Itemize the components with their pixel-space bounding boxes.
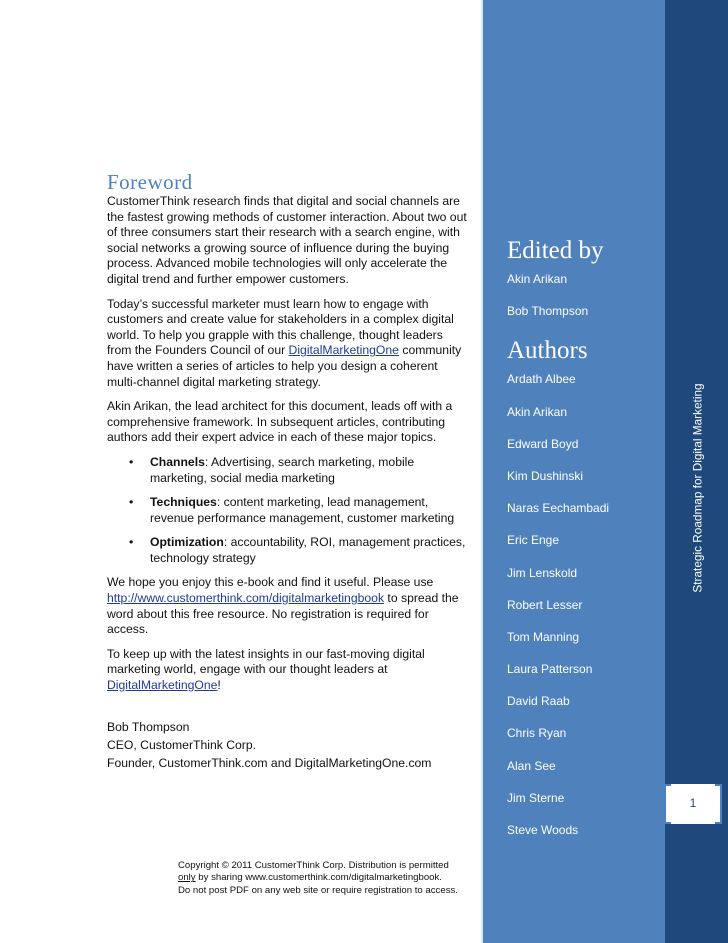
foreword-heading: Foreword bbox=[107, 170, 193, 194]
author-name: Edward Boyd bbox=[507, 436, 579, 451]
copyright-notice: Copyright © 2011 CustomerThink Corp. Distribution is permitted only by sharing www.customerthink.com/digitalmarketingbook. Do not post PDF on any web site or require registration to access. bbox=[178, 860, 458, 896]
editor-name: Akin Arikan bbox=[507, 272, 568, 286]
digitalmarketingone-link[interactable]: DigitalMarketingOne bbox=[288, 343, 399, 358]
author-list bbox=[507, 372, 657, 837]
foreword-paragraph-1: CustomerThink research finds that digital and social channels are the fastest growing methods of customer interaction. About two out of three consumers start their research with a search engine, with social networks a growing source of influence during the buying process. Advanced mobile technologies will only accelerate the digital trend and further empower customers. bbox=[107, 194, 467, 286]
edited-by-heading: Edited by bbox=[507, 237, 604, 264]
signature-name: Bob Thompson bbox=[107, 719, 190, 734]
authors-heading: Authors bbox=[507, 337, 588, 365]
list-item: • Channels: Advertising, search marketing, mobile marketing, social media marketing bbox=[129, 454, 415, 485]
signature-title: CEO, CustomerThink Corp. bbox=[107, 737, 256, 752]
author-name: Kim Dushinski bbox=[507, 468, 584, 483]
bullet-icon: • bbox=[129, 454, 134, 469]
author-name: Alan See bbox=[507, 758, 556, 773]
signature-block bbox=[107, 718, 469, 772]
author-name: Laura Patterson bbox=[507, 662, 593, 677]
list-item: • Techniques: content marketing, lead management, revenue performance management, customer marketing bbox=[129, 495, 455, 525]
author-name: Tom Manning bbox=[507, 629, 580, 644]
bracket-tick bbox=[666, 822, 671, 824]
ebook-url-link[interactable]: http://www.customerthink.com/digitalmarketingbook bbox=[107, 591, 385, 606]
author-name: Jim Lenskold bbox=[507, 565, 578, 580]
foreword-section bbox=[107, 170, 469, 772]
bracket-tick bbox=[666, 784, 671, 786]
bullet-icon: • bbox=[129, 495, 134, 510]
author-name: David Raab bbox=[507, 694, 570, 709]
author-name: Jim Sterne bbox=[507, 790, 565, 805]
signature-founder: Founder, CustomerThink.com and DigitalMarketingOne.com bbox=[107, 755, 432, 770]
list-item: • Optimization: accountability, ROI, management practices, technology strategy bbox=[129, 535, 466, 565]
digitalmarketingone-link[interactable]: DigitalMarketingOne bbox=[107, 678, 218, 693]
foreword-paragraph-2: Today’s successful marketer must learn how to engage with customers and create value for stakeholders in a complex digital world. To help you grapple with this challenge, thought leaders from the Founders Council of our DigitalMarketingOne community have written a series of articles to help you design a coherent multi-channel digital marketing strategy. bbox=[107, 296, 462, 389]
bracket-tick bbox=[715, 784, 720, 786]
author-name: Chris Ryan bbox=[507, 726, 567, 741]
vertical-title: Strategic Roadmap for Digital Marketing bbox=[691, 382, 706, 593]
bracket-tick bbox=[715, 822, 720, 824]
foreword-paragraph-4: We hope you enjoy this e-book and find it useful. Please use http://www.customerthink.com/digitalmarketingbook to spread the word about this free resource. No registration is required for access. bbox=[107, 575, 459, 637]
foreword-paragraph-3: Akin Arikan, the lead architect for this document, leads off with a comprehensive framework. In subsequent articles, contributing authors add their expert advice in each of these major topics. bbox=[107, 399, 453, 445]
topics-list bbox=[107, 455, 469, 567]
editor-name: Bob Thompson bbox=[507, 304, 589, 319]
author-name: Steve Woods bbox=[507, 823, 579, 837]
author-name: Akin Arikan bbox=[507, 404, 568, 419]
contributors-panel bbox=[507, 236, 657, 855]
foreword-paragraph-5: To keep up with the latest insights in our fast-moving digital marketing world, engage with our thought leaders at DigitalMarketingOne! bbox=[107, 646, 425, 693]
author-name: Robert Lesser bbox=[507, 597, 583, 612]
bullet-icon: • bbox=[129, 535, 134, 550]
author-name: Eric Enge bbox=[507, 533, 560, 548]
page-number-box bbox=[664, 784, 722, 824]
author-name: Naras Eechambadi bbox=[507, 501, 610, 516]
author-name: Ardath Albee bbox=[507, 372, 576, 387]
page-number: 1 bbox=[689, 796, 697, 810]
